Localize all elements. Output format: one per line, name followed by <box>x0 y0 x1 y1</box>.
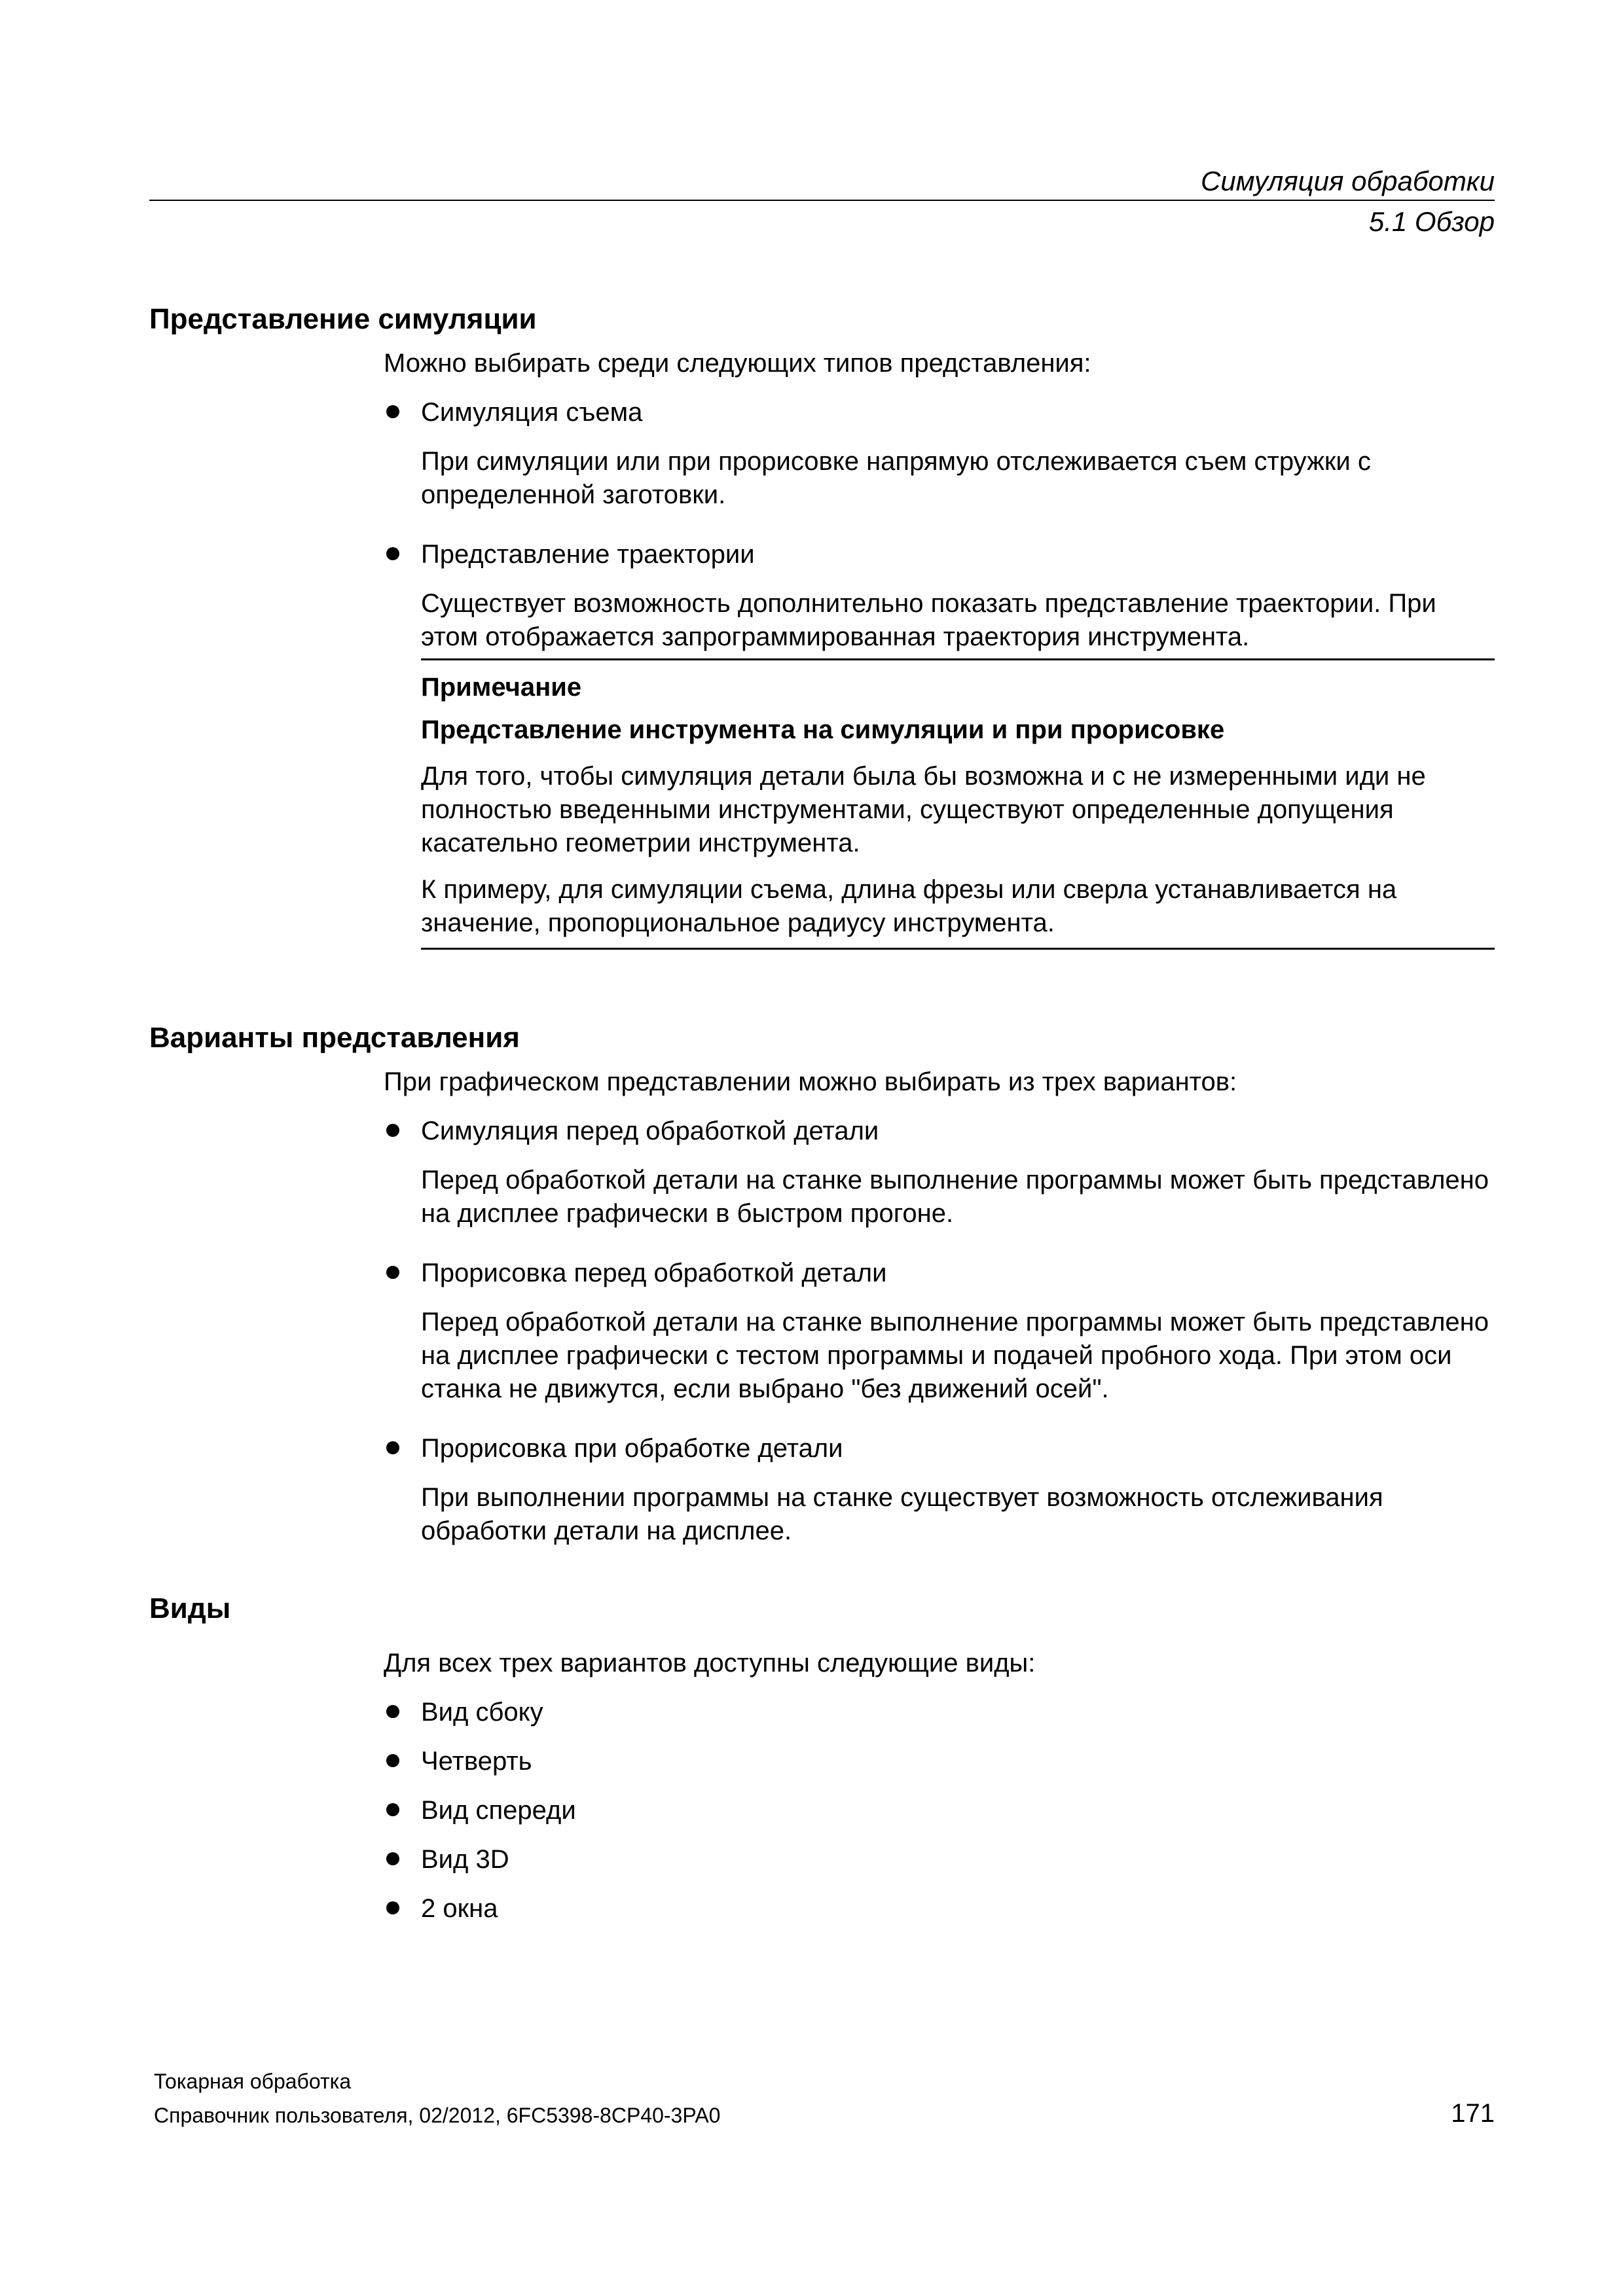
list-item <box>384 1432 1495 1465</box>
list-item <box>384 1257 1495 1290</box>
section-body <box>384 1647 1495 1926</box>
list-item <box>384 1794 1495 1827</box>
bullet-icon <box>386 1441 399 1454</box>
list-item-label: Прорисовка при обработке детали <box>421 1434 843 1463</box>
section-display-variants <box>149 1020 1495 1574</box>
section-heading: Представление симуляции <box>149 303 537 335</box>
list-item <box>384 1843 1495 1876</box>
list-item-label: Четверть <box>421 1747 532 1776</box>
note-subtitle: Представление инструмента на симуляции и при прорисовке <box>421 715 1225 744</box>
list-item-label: Вид 3D <box>421 1845 509 1874</box>
list-item-label: 2 окна <box>421 1894 498 1923</box>
bullet-icon <box>386 547 399 560</box>
section-body <box>384 1066 1495 1548</box>
bullet-icon <box>386 1705 399 1718</box>
list-item <box>384 538 1495 571</box>
header-section-title: 5.1 Обзор <box>1368 206 1495 237</box>
list-item-label: Представление траектории <box>421 540 755 569</box>
section-heading: Виды <box>149 1592 231 1624</box>
list-item-description: При симуляции или при прорисовке напрямую отслеживается съем стружки с определенной заготовки. <box>421 447 1371 509</box>
list-item-label: Симуляция перед обработкой детали <box>421 1117 879 1145</box>
list-item <box>384 1696 1495 1729</box>
list-item-label: Вид спереди <box>421 1796 576 1825</box>
list-item-description: Существует возможность дополнительно показать представление траектории. При этом отображается запрограммированная траектория инструмента. <box>421 589 1436 651</box>
note-box <box>421 658 1495 950</box>
header-rule <box>149 200 1495 201</box>
footer-manual-title: Токарная обработка <box>154 2070 352 2093</box>
list-item <box>384 396 1495 429</box>
section-body <box>384 347 1495 654</box>
bullet-icon <box>386 405 399 418</box>
list-item <box>384 1892 1495 1926</box>
bullet-icon <box>386 1803 399 1816</box>
list-item-label: Вид сбоку <box>421 1698 543 1727</box>
list-item-description: При выполнении программы на станке существует возможность отслеживания обработки детали на дисплее. <box>421 1483 1383 1545</box>
page-number: 171 <box>1451 2099 1495 2128</box>
list-item-label: Симуляция съема <box>421 398 643 427</box>
note-paragraph: Для того, чтобы симуляция детали была бы возможна и с не измеренными иди не полностью введенными инструментами, существуют определенные допущения касательно геометрии инструмента. <box>421 762 1426 857</box>
list-item-description: Перед обработкой детали на станке выполнение программы может быть представлено на дисплее графически с тестом программы и подачей пробного хода. При этом оси станка не движутся, если выбрано "без движений осей". <box>421 1308 1489 1403</box>
running-header <box>149 164 1495 199</box>
list-item <box>384 1115 1495 1148</box>
note-paragraph: К примеру, для симуляции съема, длина фрезы или сверла устанавливается на значение, пропорциональное радиусу инструмента. <box>421 875 1397 937</box>
bullet-icon <box>386 1754 399 1767</box>
section-intro: Для всех трех вариантов доступны следующие виды: <box>384 1649 1036 1677</box>
list-item <box>384 1745 1495 1778</box>
section-intro: Можно выбирать среди следующих типов представления: <box>384 349 1091 378</box>
list-item-description: Перед обработкой детали на станке выполнение программы может быть представлено на дисплее графически в быстром прогоне. <box>421 1166 1489 1228</box>
header-chapter-title: Симуляция обработки <box>1201 166 1495 196</box>
section-intro: При графическом представлении можно выбирать из трех вариантов: <box>384 1067 1237 1096</box>
section-views <box>149 1590 1495 1926</box>
note-title: Примечание <box>421 673 582 702</box>
bullet-icon <box>386 1852 399 1865</box>
section-simulation-display <box>149 301 1495 680</box>
list-item-label: Прорисовка перед обработкой детали <box>421 1259 887 1287</box>
bullet-icon <box>386 1901 399 1914</box>
section-heading: Варианты представления <box>149 1022 520 1054</box>
footer-manual-info: Справочник пользователя, 02/2012, 6FC5398-8CP40-3PA0 <box>154 2104 721 2127</box>
bullet-icon <box>386 1266 399 1279</box>
bullet-icon <box>386 1124 399 1137</box>
